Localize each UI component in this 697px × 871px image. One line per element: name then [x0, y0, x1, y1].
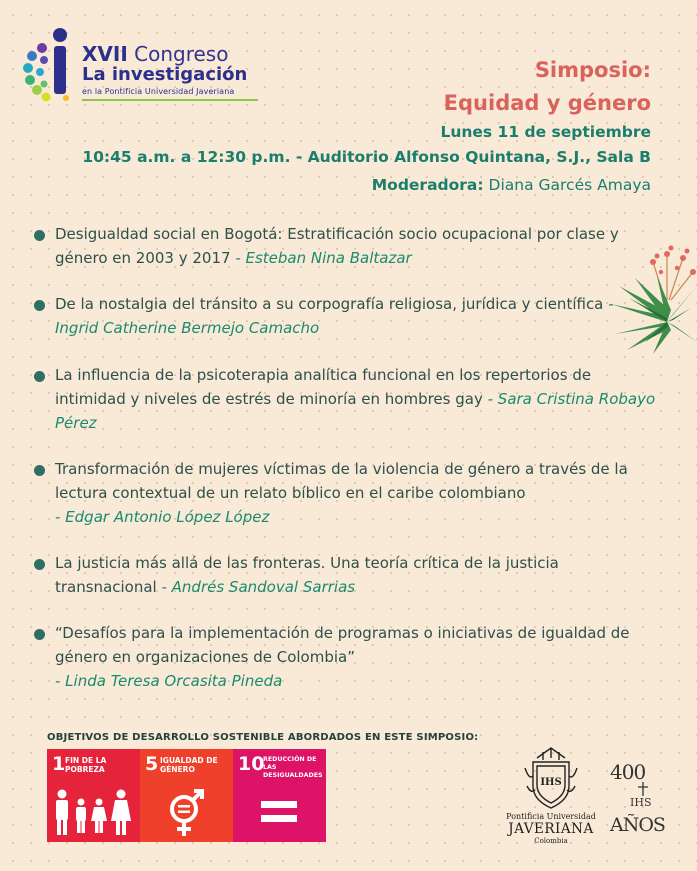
symposium-header	[82, 54, 651, 196]
anniversary-logo	[608, 760, 678, 846]
logo-edition: XVII	[82, 42, 128, 66]
moderator-name: Diana Garcés Amaya	[488, 176, 651, 194]
talk-title: Desigualdad social en Bogotá: Estratificación socio ocupacional por clase y género en 2003 y 2017	[55, 225, 619, 267]
javeriana-line3: Colombia	[534, 837, 568, 845]
talk-item	[34, 621, 659, 693]
logo-word: Congreso	[134, 42, 229, 66]
talk-title: “Desafíos para la implementación de programas o iniciativas de igualdad de género en organizaciones de Colombia”	[55, 624, 630, 666]
moderator-label: Moderadora:	[371, 176, 484, 194]
event-time-place: 10:45 a.m. a 12:30 p.m. - Auditorio Alfonso Quintana, S.J., Sala B	[82, 148, 651, 166]
ods-number: 5	[145, 753, 159, 775]
talk-title: Transformación de mujeres víctimas de la violencia de género a través de la lectura contextual de un relato bíblico en el caribe colombiano	[55, 460, 628, 502]
talk-title: La justicia más allá de las fronteras. Una teoría crítica de la justicia transnacional	[55, 554, 559, 596]
congress-logo-icon	[22, 26, 82, 110]
ods-tile-5	[140, 749, 233, 842]
logo-line3: en la Pontificia Universidad Javeriana	[82, 87, 235, 96]
ods-tile-1	[47, 749, 140, 842]
javeriana-shield-text: IHS	[540, 777, 562, 788]
talk-item	[34, 222, 659, 270]
ods-tile-10	[233, 749, 326, 842]
talk-author: - Sara Cristina Robayo Pérez	[55, 390, 656, 432]
family-icon	[47, 787, 140, 839]
talk-author: - Linda Teresa Orcasita Pineda	[55, 672, 283, 690]
gender-equality-icon	[140, 787, 233, 839]
ods-label: FIN DE LA POBREZA	[65, 756, 107, 774]
ods-heading: OBJETIVOS DE DESARROLLO SOSTENIBLE ABORDADOS EN ESTE SIMPOSIO:	[47, 732, 479, 743]
talk-author: - Ingrid Catherine Bermejo Camacho	[55, 295, 614, 337]
anniversary-word: AÑOS	[610, 814, 665, 836]
talk-item	[34, 363, 659, 435]
ods-number: 1	[52, 753, 66, 775]
moderator	[82, 174, 651, 196]
cross-icon	[636, 782, 650, 796]
symposium-title: Equidad y género	[443, 91, 651, 115]
talk-title: De la nostalgia del tránsito a su corpografía religiosa, jurídica y científica	[55, 295, 604, 313]
talk-author: - Edgar Antonio López López	[55, 508, 270, 526]
talk-item	[34, 292, 659, 340]
javeriana-line1: Pontificia Universidad	[506, 812, 596, 821]
equals-icon	[233, 787, 326, 839]
ods-label: IGUALDAD DE GÉNERO	[160, 756, 218, 774]
talk-author: - Andrés Sandoval Sarrias	[156, 578, 356, 596]
javeriana-logo	[496, 746, 606, 845]
anniversary-number: 400	[610, 760, 646, 784]
anniversary-mark: IHS	[630, 796, 652, 809]
talks-list	[34, 222, 659, 693]
talk-item	[34, 457, 659, 529]
talk-author: - Esteban Nina Baltazar	[230, 249, 412, 267]
ods-label: REDUCCIÓN DE LAS DESIGUALDADES	[263, 756, 323, 779]
logo-line2: La investigación	[82, 64, 248, 85]
ods-number: 10	[238, 753, 265, 775]
event-date: Lunes 11 de septiembre	[440, 123, 651, 141]
javeriana-shield-icon	[521, 746, 581, 810]
javeriana-line2: JAVERIANA	[508, 821, 594, 837]
symposium-label: Simposio:	[534, 58, 651, 82]
talk-title: La influencia de la psicoterapia analítica funcional en los repertorios de intimidad y niveles de estrés de minoría en hombres gay	[55, 366, 592, 408]
talk-item	[34, 551, 659, 599]
